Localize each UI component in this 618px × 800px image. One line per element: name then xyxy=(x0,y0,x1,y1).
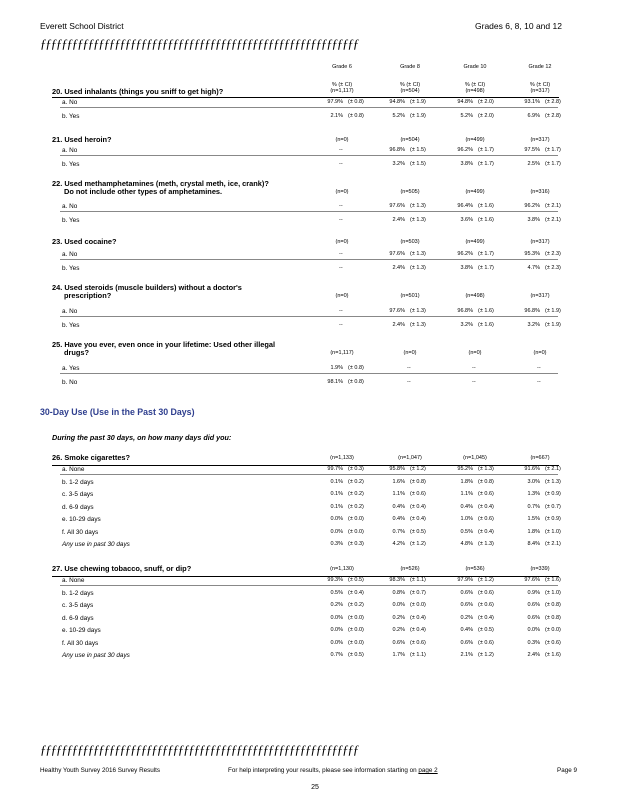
ci-cell: (± 2.8) xyxy=(545,99,561,105)
percent-cell: 0.3% xyxy=(330,541,343,547)
percent-cell: 3.6% xyxy=(460,217,473,223)
percent-cell: 2.4% xyxy=(392,217,405,223)
percent-cell: 96.8% xyxy=(524,308,540,314)
percent-cell: 98.3% xyxy=(389,577,405,583)
response-option: a. No xyxy=(62,99,78,106)
ci-cell: (± 0.0) xyxy=(410,602,426,608)
n-count: (n=501) xyxy=(400,293,420,299)
percent-cell: 94.8% xyxy=(457,99,473,105)
ci-cell: (± 1.7) xyxy=(545,161,561,167)
row-divider xyxy=(60,259,558,260)
no-data-cell: -- xyxy=(407,365,411,371)
ci-cell: (± 0.8) xyxy=(348,99,364,105)
percent-cell: 2.4% xyxy=(392,265,405,271)
percent-cell: 0.0% xyxy=(330,516,343,522)
ci-cell: (± 2.1) xyxy=(545,466,561,472)
question-text-cont: prescription? xyxy=(64,291,112,300)
percent-cell: 1.8% xyxy=(527,528,540,535)
ci-cell: (± 2.3) xyxy=(545,251,561,257)
row-divider xyxy=(60,107,558,108)
percent-cell: 3.2% xyxy=(392,161,405,167)
ci-cell: (± 1.6) xyxy=(478,322,494,328)
percent-cell: 0.5% xyxy=(330,589,343,596)
ci-cell: (± 1.3) xyxy=(410,251,426,257)
ci-cell: (± 0.4) xyxy=(410,516,426,522)
n-count: (n=1,045) xyxy=(463,455,487,461)
ci-cell: (± 1.9) xyxy=(545,322,561,328)
no-data-cell: -- xyxy=(339,161,343,167)
ci-cell: (± 1.5) xyxy=(410,161,426,167)
no-data-cell: -- xyxy=(407,379,411,385)
ci-cell: (± 1.2) xyxy=(478,577,494,583)
percent-cell: 1.5% xyxy=(527,516,540,522)
ci-cell: (± 1.6) xyxy=(478,308,494,314)
n-count: (n=499) xyxy=(465,239,485,245)
percent-cell: 3.8% xyxy=(460,265,473,271)
no-data-cell: -- xyxy=(472,365,476,371)
ci-cell: (± 0.6) xyxy=(478,516,494,522)
decorative-divider-bottom: ƒƒƒƒƒƒƒƒƒƒƒƒƒƒƒƒƒƒƒƒƒƒƒƒƒƒƒƒƒƒƒƒƒƒƒƒƒƒƒƒƒƒƒƒƒƒƒƒƒƒƒƒƒƒƒƒƒƒƒƒ xyxy=(40,742,359,757)
percent-cell: 3.2% xyxy=(460,322,473,328)
percent-cell: 96.8% xyxy=(457,308,473,314)
ci-cell: (± 0.5) xyxy=(410,528,426,535)
n-count: (n=536) xyxy=(465,566,485,572)
n-count: (n=1,117) xyxy=(330,350,354,356)
ci-cell: (± 1.7) xyxy=(478,265,494,271)
percent-cell: 3.0% xyxy=(527,478,540,485)
n-count: (n=1,133) xyxy=(330,455,354,461)
ci-cell: (± 0.2) xyxy=(348,602,364,608)
percent-cell: 0.7% xyxy=(527,503,540,510)
ci-cell: (± 0.7) xyxy=(410,589,426,596)
ci-cell: (± 1.3) xyxy=(410,322,426,328)
percent-cell: 4.8% xyxy=(460,541,473,547)
percent-cell: 0.1% xyxy=(330,478,343,485)
percent-cell: 8.4% xyxy=(527,541,540,547)
n-count: (n=0) xyxy=(468,350,482,356)
percent-cell: 0.6% xyxy=(460,589,473,596)
response-option: a. No xyxy=(62,203,78,210)
percent-cell: 96.8% xyxy=(389,147,405,153)
percent-cell: 0.7% xyxy=(392,528,405,535)
percent-cell: 0.6% xyxy=(527,602,540,608)
ci-cell: (± 0.2) xyxy=(348,478,364,485)
ci-cell: (± 1.2) xyxy=(410,541,426,547)
ci-cell: (± 1.7) xyxy=(545,147,561,153)
percent-cell: 95.2% xyxy=(457,466,473,472)
question-text: 27. Use chewing tobacco, snuff, or dip? xyxy=(52,564,192,573)
ci-cell: (± 0.4) xyxy=(410,627,426,633)
footer-page-label: Page 9 xyxy=(557,767,577,774)
question-text-cont: Do not include other types of amphetamines. xyxy=(64,187,223,196)
percent-cell: 3.2% xyxy=(527,322,540,328)
question-text: 24. Used steroids (muscle builders) without a doctor's xyxy=(52,283,242,292)
response-option: b. 1-2 days xyxy=(62,478,94,486)
ci-cell: (± 1.9) xyxy=(545,308,561,314)
ci-cell: (± 1.9) xyxy=(410,113,426,119)
ci-cell: (± 0.0) xyxy=(348,627,364,633)
percent-cell: 0.2% xyxy=(330,602,343,608)
percent-cell: 2.4% xyxy=(527,652,540,658)
n-count: (n=498) xyxy=(465,88,485,94)
grade-header: Grade 10 xyxy=(463,64,487,70)
n-count: (n=317) xyxy=(530,88,550,94)
section-title: 30-Day Use (Use in the Past 30 Days) xyxy=(40,407,195,417)
ci-cell: (± 0.0) xyxy=(348,516,364,522)
ci-cell: (± 1.3) xyxy=(410,203,426,209)
percent-cell: 0.4% xyxy=(460,503,473,510)
percent-cell: 2.4% xyxy=(392,322,405,328)
n-count: (n=499) xyxy=(465,137,485,143)
ci-cell: (± 0.4) xyxy=(348,589,364,596)
n-count: (n=316) xyxy=(530,189,550,195)
n-count: (n=504) xyxy=(400,88,420,94)
ci-cell: (± 1.3) xyxy=(478,541,494,547)
percent-cell: 93.1% xyxy=(524,99,540,105)
ci-cell: (± 1.2) xyxy=(478,652,494,658)
footer-page-link[interactable]: page 2 xyxy=(418,767,438,774)
response-option: a. None xyxy=(62,466,85,473)
ci-cell: (± 0.3) xyxy=(348,541,364,547)
ci-cell: (± 0.0) xyxy=(348,528,364,535)
percent-cell: 2.5% xyxy=(527,161,540,167)
ci-header: % (± CI) xyxy=(529,82,551,88)
percent-cell: 0.2% xyxy=(392,614,405,621)
grade-header: Grade 8 xyxy=(400,64,420,70)
question-text: 26. Smoke cigarettes? xyxy=(52,453,131,462)
response-option: b. Yes xyxy=(62,161,80,168)
ci-cell: (± 0.4) xyxy=(410,503,426,510)
ci-cell: (± 1.0) xyxy=(545,589,561,596)
percent-cell: 0.6% xyxy=(460,602,473,608)
percent-cell: 0.4% xyxy=(392,503,405,510)
ci-cell: (± 1.6) xyxy=(478,217,494,223)
ci-cell: (± 0.3) xyxy=(348,466,364,472)
response-option: d. 6-9 days xyxy=(62,614,94,622)
response-option: f. All 30 days xyxy=(62,639,99,647)
response-option: b. Yes xyxy=(62,217,80,224)
ci-cell: (± 2.0) xyxy=(478,113,494,119)
response-option: e. 10-29 days xyxy=(62,516,101,523)
row-divider xyxy=(60,155,558,156)
percent-cell: 96.4% xyxy=(457,203,473,209)
question-text: 25. Have you ever, even once in your lifetime: Used other illegal xyxy=(52,340,276,349)
response-option: a. None xyxy=(62,577,85,584)
percent-cell: 0.8% xyxy=(392,589,405,596)
percent-cell: 0.0% xyxy=(330,614,343,621)
ci-cell: (± 0.2) xyxy=(348,503,364,510)
n-count: (n=667) xyxy=(530,455,550,461)
percent-cell: 0.7% xyxy=(330,652,343,658)
percent-cell: 5.2% xyxy=(392,113,405,119)
n-count: (n=1,047) xyxy=(398,455,422,461)
ci-cell: (± 2.8) xyxy=(545,113,561,119)
ci-cell: (± 0.5) xyxy=(478,627,494,633)
percent-cell: 0.6% xyxy=(460,639,473,646)
n-count: (n=0) xyxy=(335,189,349,195)
ci-cell: (± 0.8) xyxy=(545,614,561,621)
percent-cell: 2.1% xyxy=(330,113,343,119)
question-text: 20. Used inhalants (things you sniff to get high)? xyxy=(52,87,224,96)
section-prompt: During the past 30 days, on how many days did you: xyxy=(52,433,232,442)
n-count: (n=0) xyxy=(335,239,349,245)
ci-cell: (± 1.1) xyxy=(410,577,426,583)
no-data-cell: -- xyxy=(339,217,343,223)
ci-cell: (± 0.8) xyxy=(348,113,364,119)
ci-cell: (± 1.2) xyxy=(410,466,426,472)
ci-cell: (± 1.5) xyxy=(410,147,426,153)
ci-cell: (± 0.0) xyxy=(545,627,561,633)
percent-cell: 96.2% xyxy=(457,147,473,153)
ci-cell: (± 0.8) xyxy=(348,365,364,371)
ci-cell: (± 0.4) xyxy=(478,528,494,535)
response-option: a. No xyxy=(62,251,78,258)
n-count: (n=526) xyxy=(400,566,420,572)
percent-cell: 1.9% xyxy=(330,365,343,371)
ci-cell: (± 2.3) xyxy=(545,265,561,271)
ci-cell: (± 2.1) xyxy=(545,217,561,223)
ci-cell: (± 0.5) xyxy=(348,652,364,658)
percent-cell: 94.8% xyxy=(389,99,405,105)
ci-cell: (± 0.6) xyxy=(478,589,494,596)
no-data-cell: -- xyxy=(537,379,541,385)
ci-cell: (± 0.6) xyxy=(410,639,426,646)
percent-cell: 1.1% xyxy=(460,491,473,497)
ci-cell: (± 0.7) xyxy=(545,503,561,510)
percent-cell: 97.5% xyxy=(524,147,540,153)
percent-cell: 3.8% xyxy=(527,217,540,223)
ci-cell: (± 2.1) xyxy=(545,203,561,209)
percent-cell: 6.9% xyxy=(527,113,540,119)
footer-help-text xyxy=(228,767,438,774)
n-count: (n=317) xyxy=(530,137,550,143)
page-number: 25 xyxy=(311,784,319,791)
percent-cell: 96.2% xyxy=(524,203,540,209)
no-data-cell: -- xyxy=(339,147,343,153)
grade-header: Grade 12 xyxy=(528,64,552,70)
ci-cell: (± 0.9) xyxy=(545,516,561,522)
ci-cell: (± 0.6) xyxy=(545,639,561,646)
no-data-cell: -- xyxy=(537,365,541,371)
any-use-label: Any use in past 30 days xyxy=(62,652,130,659)
ci-cell: (± 1.6) xyxy=(545,652,561,658)
ci-cell: (± 0.8) xyxy=(545,602,561,608)
no-data-cell: -- xyxy=(339,308,343,314)
district-name: Everett School District xyxy=(40,21,124,31)
ci-cell: (± 0.6) xyxy=(478,639,494,646)
percent-cell: 0.4% xyxy=(392,516,405,522)
ci-cell: (± 0.9) xyxy=(545,491,561,497)
response-option: b. 1-2 days xyxy=(62,589,94,597)
response-option: a. Yes xyxy=(62,365,80,372)
ci-cell: (± 1.1) xyxy=(410,652,426,658)
percent-cell: 97.6% xyxy=(389,251,405,257)
response-option: e. 10-29 days xyxy=(62,627,101,634)
response-option: b. Yes xyxy=(62,322,80,329)
ci-header: % (± CI) xyxy=(331,82,353,88)
grades-label: Grades 6, 8, 10 and 12 xyxy=(475,21,562,31)
ci-cell: (± 2.0) xyxy=(478,99,494,105)
ci-cell: (± 0.4) xyxy=(410,614,426,621)
any-use-label: Any use in past 30 days xyxy=(62,541,130,548)
ci-cell: (± 2.1) xyxy=(545,541,561,547)
n-count: (n=317) xyxy=(530,239,550,245)
percent-cell: 0.4% xyxy=(460,627,473,633)
no-data-cell: -- xyxy=(339,251,343,257)
question-text-cont: drugs? xyxy=(64,348,90,357)
n-count: (n=0) xyxy=(533,350,547,356)
row-divider xyxy=(60,585,558,586)
n-count: (n=317) xyxy=(530,293,550,299)
percent-cell: 0.6% xyxy=(392,639,405,646)
ci-cell: (± 1.7) xyxy=(478,251,494,257)
row-divider xyxy=(60,373,558,374)
percent-cell: 3.8% xyxy=(460,161,473,167)
n-count: (n=0) xyxy=(403,350,417,356)
percent-cell: 99.3% xyxy=(327,577,343,583)
percent-cell: 4.2% xyxy=(392,541,405,547)
percent-cell: 99.7% xyxy=(327,466,343,472)
ci-cell: (± 0.8) xyxy=(410,478,426,485)
footer-help-prefix: For help interpreting your results, please see information starting on xyxy=(228,767,419,774)
grade-header: Grade 6 xyxy=(332,64,352,70)
n-count: (n=504) xyxy=(400,137,420,143)
response-option: a. No xyxy=(62,308,78,315)
ci-cell: (± 0.0) xyxy=(348,614,364,621)
response-option: d. 6-9 days xyxy=(62,503,94,511)
response-option: b. No xyxy=(62,379,78,386)
percent-cell: 97.9% xyxy=(457,577,473,583)
ci-cell: (± 0.8) xyxy=(348,379,364,385)
percent-cell: 1.8% xyxy=(460,478,473,485)
no-data-cell: -- xyxy=(339,265,343,271)
row-divider xyxy=(60,316,558,317)
row-divider xyxy=(60,211,558,212)
n-count: (n=498) xyxy=(465,293,485,299)
question-text: 23. Used cocaine? xyxy=(52,237,117,246)
question-underline xyxy=(52,97,559,98)
ci-cell: (± 0.0) xyxy=(348,639,364,646)
ci-cell: (± 1.3) xyxy=(410,217,426,223)
percent-cell: 0.2% xyxy=(460,614,473,621)
percent-cell: 2.1% xyxy=(460,652,473,658)
ci-cell: (± 0.6) xyxy=(478,602,494,608)
percent-cell: 0.1% xyxy=(330,491,343,497)
ci-cell: (± 0.2) xyxy=(348,491,364,497)
percent-cell: 95.8% xyxy=(389,466,405,472)
n-count: (n=0) xyxy=(335,293,349,299)
percent-cell: 1.6% xyxy=(392,478,405,485)
percent-cell: 4.7% xyxy=(527,265,540,271)
ci-cell: (± 0.6) xyxy=(410,491,426,497)
percent-cell: 0.6% xyxy=(527,614,540,621)
ci-cell: (± 0.4) xyxy=(478,614,494,621)
ci-cell: (± 0.6) xyxy=(478,491,494,497)
n-count: (n=1,130) xyxy=(330,566,354,572)
percent-cell: 1.0% xyxy=(460,516,473,522)
ci-header: % (± CI) xyxy=(464,82,486,88)
response-option: b. Yes xyxy=(62,113,80,120)
decorative-divider-top: ƒƒƒƒƒƒƒƒƒƒƒƒƒƒƒƒƒƒƒƒƒƒƒƒƒƒƒƒƒƒƒƒƒƒƒƒƒƒƒƒƒƒƒƒƒƒƒƒƒƒƒƒƒƒƒƒƒƒƒƒ xyxy=(40,36,359,51)
ci-cell: (± 1.3) xyxy=(478,466,494,472)
percent-cell: 97.6% xyxy=(389,308,405,314)
row-divider xyxy=(60,474,558,475)
response-option: c. 3-5 days xyxy=(62,491,94,498)
n-count: (n=339) xyxy=(530,566,550,572)
percent-cell: 96.2% xyxy=(457,251,473,257)
response-option: a. No xyxy=(62,147,78,154)
percent-cell: 1.1% xyxy=(392,491,405,497)
ci-cell: (± 1.7) xyxy=(478,147,494,153)
footer-survey-name: Healthy Youth Survey 2016 Survey Results xyxy=(40,767,161,774)
ci-cell: (± 1.0) xyxy=(545,528,561,535)
ci-cell: (± 1.3) xyxy=(410,265,426,271)
ci-cell: (± 1.6) xyxy=(545,577,561,583)
ci-header: % (± CI) xyxy=(399,82,421,88)
ci-cell: (± 1.3) xyxy=(410,308,426,314)
percent-cell: 0.0% xyxy=(392,602,405,608)
ci-cell: (± 0.5) xyxy=(348,577,364,583)
percent-cell: 0.0% xyxy=(330,639,343,646)
percent-cell: 0.2% xyxy=(392,627,405,633)
ci-cell: (± 0.4) xyxy=(478,503,494,510)
no-data-cell: -- xyxy=(339,322,343,328)
percent-cell: 1.3% xyxy=(527,491,540,497)
percent-cell: 0.0% xyxy=(330,627,343,633)
percent-cell: 0.3% xyxy=(527,639,540,646)
ci-cell: (± 1.7) xyxy=(478,161,494,167)
percent-cell: 5.2% xyxy=(460,113,473,119)
percent-cell: 97.6% xyxy=(524,577,540,583)
ci-cell: (± 1.3) xyxy=(545,478,561,485)
ci-cell: (± 1.6) xyxy=(478,203,494,209)
no-data-cell: -- xyxy=(339,203,343,209)
percent-cell: 0.0% xyxy=(330,528,343,535)
percent-cell: 0.5% xyxy=(460,528,473,535)
percent-cell: 91.6% xyxy=(524,466,540,472)
percent-cell: 98.1% xyxy=(327,379,343,385)
question-text: 22. Used methamphetamines (meth, crystal meth, ice, crank)? xyxy=(52,179,269,188)
percent-cell: 1.7% xyxy=(392,652,405,658)
percent-cell: 97.9% xyxy=(327,99,343,105)
no-data-cell: -- xyxy=(472,379,476,385)
response-option: f. All 30 days xyxy=(62,528,99,536)
percent-cell: 0.9% xyxy=(527,589,540,596)
question-text: 21. Used heroin? xyxy=(52,135,112,144)
percent-cell: 95.3% xyxy=(524,251,540,257)
n-count: (n=503) xyxy=(400,239,420,245)
ci-cell: (± 0.8) xyxy=(478,478,494,485)
response-option: c. 3-5 days xyxy=(62,602,94,609)
n-count: (n=505) xyxy=(400,189,420,195)
percent-cell: 0.1% xyxy=(330,503,343,510)
ci-cell: (± 1.9) xyxy=(410,99,426,105)
n-count: (n=1,117) xyxy=(330,88,354,94)
percent-cell: 0.0% xyxy=(527,627,540,633)
n-count: (n=0) xyxy=(335,137,349,143)
n-count: (n=499) xyxy=(465,189,485,195)
percent-cell: 97.6% xyxy=(389,203,405,209)
response-option: b. Yes xyxy=(62,265,80,272)
